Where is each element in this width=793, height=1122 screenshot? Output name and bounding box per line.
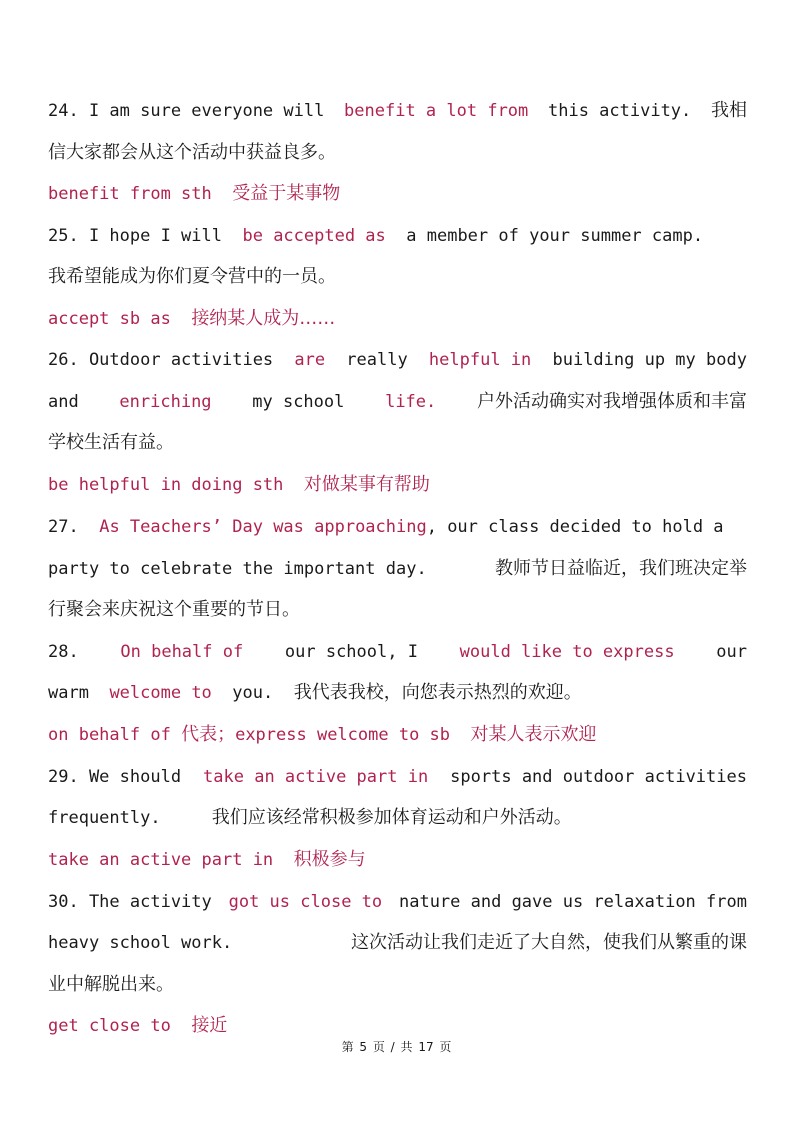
- item-29-line-1: [48, 765, 747, 789]
- item-29-phrase: take an active part in: [203, 767, 429, 787]
- item-24-line-1: [48, 99, 747, 123]
- item-28-text-our: our: [716, 642, 747, 662]
- item-28-text-you: you.: [232, 683, 274, 703]
- item-26-phrase-note: [48, 473, 747, 497]
- item-28-translation: 我代表我校，向您表示热烈的欢迎。: [293, 682, 582, 703]
- item-24-translation-start: 我相: [710, 100, 747, 121]
- item-28-phrase-welcome: welcome to: [109, 683, 212, 703]
- item-26-text-and: and: [48, 392, 79, 412]
- item-29-text-frequently: frequently.: [48, 808, 161, 828]
- item-25-text-c: a member of your summer camp.: [406, 226, 704, 246]
- item-25-line-2: 我希望能成为你们夏令营中的一员。: [48, 266, 336, 287]
- item-27-line-1: [48, 515, 747, 539]
- item-26-text-a: 26. Outdoor activities: [48, 350, 274, 370]
- item-24-note-en: benefit from sth: [48, 184, 212, 204]
- item-29-note-zh: 积极参与: [293, 849, 366, 870]
- item-30-note-zh: 接近: [191, 1015, 228, 1036]
- item-25-note-en: accept sb as: [48, 309, 171, 329]
- item-26-text-really: really: [346, 350, 408, 370]
- item-24-line-2: 信大家都会从这个活动中获益良多。: [48, 142, 336, 163]
- item-26-text-e: building up my body: [552, 350, 747, 370]
- item-30-note-en: get close to: [48, 1016, 171, 1036]
- item-28-note-zh-2: 对某人表示欢迎: [470, 724, 597, 745]
- item-24-text-c: this activity.: [547, 101, 692, 121]
- item-27-text-party: party to celebrate the important day.: [48, 559, 427, 579]
- item-29-translation: 我们应该经常积极参加体育运动和户外活动。: [211, 807, 572, 828]
- item-28-text-warm: warm: [48, 683, 89, 703]
- item-26-phrase-helpful: helpful in: [428, 350, 532, 370]
- item-27-line-2: [48, 557, 747, 581]
- item-26-note-zh: 对做某事有帮助: [303, 474, 430, 495]
- item-28-note-en-1: on behalf of: [48, 725, 171, 745]
- item-28-line-1: [48, 640, 747, 664]
- item-30-text-a: 30. The activity: [48, 892, 212, 912]
- item-28-phrase-express: would like to express: [459, 642, 675, 662]
- item-24-text-a: 24. I am sure everyone will: [48, 101, 325, 121]
- item-24-phrase-note: [48, 182, 747, 206]
- item-26-note-en: be helpful in doing sth: [48, 475, 284, 495]
- item-30-phrase-note: [48, 1014, 747, 1038]
- item-27-phrase: As Teachers’ Day was approaching: [99, 517, 427, 537]
- item-28-note-zh-1: 代表；: [181, 724, 236, 745]
- item-25-line-1: [48, 224, 747, 248]
- item-26-text-school: my school: [252, 392, 345, 412]
- item-26-phrase-are: are: [294, 350, 326, 370]
- item-27-text-c: , our class decided to hold a: [426, 517, 724, 537]
- item-26-phrase-enriching: enriching: [119, 392, 212, 412]
- item-29-phrase-note: [48, 848, 747, 872]
- item-25-text-a: 25. I hope I will: [48, 226, 222, 246]
- item-24-note-zh: 受益于某事物: [232, 183, 341, 204]
- item-28-phrase-behalf: On behalf of: [120, 642, 244, 662]
- item-30-line-1: [48, 890, 747, 914]
- item-28-phrase-note: [48, 723, 747, 747]
- item-26-line-1: [48, 348, 747, 372]
- item-26-phrase-life: life.: [385, 392, 437, 412]
- item-26-line-3: 学校生活有益。: [48, 432, 174, 453]
- item-25-note-zh: 接纳某人成为……: [191, 308, 336, 329]
- item-28-text-school: our school, I: [284, 642, 418, 662]
- item-25-phrase-note: [48, 307, 747, 331]
- item-25-phrase: be accepted as: [242, 226, 386, 246]
- item-30-line-2: [48, 931, 747, 955]
- item-27-line-3: 行聚会来庆祝这个重要的节日。: [48, 599, 300, 620]
- item-24-phrase: benefit a lot from: [344, 101, 529, 121]
- page-footer: 第 5 页 / 共 17 页: [341, 1040, 452, 1054]
- item-30-phrase: got us close to: [228, 892, 383, 912]
- item-26-line-2: [48, 390, 747, 414]
- item-26-translation-start: 户外活动确实对我增强体质和丰富: [476, 391, 747, 412]
- item-29-note-en: take an active part in: [48, 850, 274, 870]
- item-28-line-2: [48, 681, 747, 705]
- item-29-line-2: [48, 806, 747, 830]
- item-30-text-heavy: heavy school work.: [48, 933, 233, 953]
- item-28-number: 28.: [48, 642, 79, 662]
- item-27-number: 27.: [48, 517, 79, 537]
- item-29-text-c: sports and outdoor activities: [450, 767, 747, 787]
- item-30-line-3: 业中解脱出来。: [48, 974, 174, 995]
- item-28-note-en-2: express welcome to sb: [235, 725, 451, 745]
- item-29-text-a: 29. We should: [48, 767, 182, 787]
- item-30-text-c: nature and gave us relaxation from: [398, 892, 747, 912]
- item-30-translation-start: 这次活动让我们走近了大自然，使我们从繁重的课: [351, 932, 747, 953]
- item-27-translation-start: 教师节日益临近，我们班决定举: [495, 558, 747, 579]
